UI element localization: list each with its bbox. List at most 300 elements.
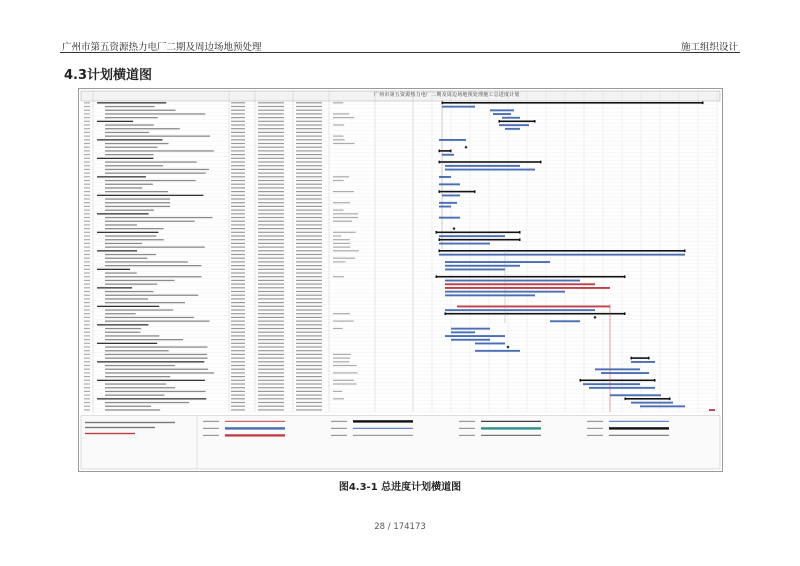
gantt-bar-summary bbox=[445, 313, 625, 315]
start-date-text bbox=[258, 213, 284, 214]
gantt-bar-summary bbox=[499, 121, 535, 123]
start-date-text bbox=[258, 306, 284, 307]
predecessor-text bbox=[333, 258, 355, 259]
task-name-text bbox=[105, 358, 208, 359]
figure-caption: 图4.3-1 总进度计划横道图 bbox=[338, 482, 462, 493]
gantt-bar-task bbox=[451, 328, 490, 330]
row-id-text bbox=[84, 243, 90, 244]
task-name-text bbox=[105, 143, 169, 144]
duration-text bbox=[231, 124, 245, 125]
task-name-text bbox=[105, 354, 207, 355]
task-name-text bbox=[105, 261, 188, 262]
row-id-text bbox=[84, 206, 90, 207]
row-id-text bbox=[84, 217, 90, 218]
duration-text bbox=[231, 335, 245, 336]
duration-text bbox=[231, 139, 245, 140]
legend-label-text bbox=[459, 428, 475, 429]
task-name-text bbox=[97, 398, 206, 399]
finish-date-text bbox=[296, 365, 322, 366]
start-date-text bbox=[258, 124, 284, 125]
duration-text bbox=[231, 180, 245, 181]
finish-date-text bbox=[296, 161, 322, 162]
finish-date-text bbox=[296, 306, 322, 307]
start-date-text bbox=[258, 328, 284, 329]
gantt-bar-summary bbox=[439, 191, 475, 193]
duration-text bbox=[231, 354, 245, 355]
legend-label-text bbox=[203, 421, 219, 422]
duration-text bbox=[231, 350, 245, 351]
start-date-text bbox=[258, 198, 284, 199]
row-id-text bbox=[84, 124, 90, 125]
predecessor-text bbox=[333, 398, 344, 399]
predecessor-text bbox=[333, 354, 351, 355]
start-date-text bbox=[258, 147, 284, 148]
summary-bracket bbox=[702, 102, 704, 105]
finish-date-text bbox=[296, 250, 322, 251]
start-date-text bbox=[258, 187, 284, 188]
duration-text bbox=[231, 306, 245, 307]
task-name-text bbox=[97, 343, 157, 344]
task-name-text bbox=[105, 150, 214, 151]
header-rule bbox=[60, 52, 740, 53]
start-date-text bbox=[258, 221, 284, 222]
start-date-text bbox=[258, 321, 284, 322]
start-date-text bbox=[258, 202, 284, 203]
start-date-text bbox=[258, 317, 284, 318]
start-date-text bbox=[258, 113, 284, 114]
duration-text bbox=[231, 184, 245, 185]
start-date-text bbox=[258, 106, 284, 107]
legend-swatch bbox=[609, 435, 669, 436]
duration-text bbox=[231, 232, 245, 233]
predecessor-text bbox=[333, 136, 343, 137]
predecessor-text bbox=[333, 372, 358, 373]
duration-text bbox=[231, 265, 245, 266]
start-date-text bbox=[258, 121, 284, 122]
gantt-bar-critical bbox=[457, 306, 610, 308]
predecessor-text bbox=[333, 176, 349, 177]
legend-label-text bbox=[587, 428, 603, 429]
task-name-text bbox=[97, 102, 166, 103]
row-id-text bbox=[84, 328, 90, 329]
start-date-text bbox=[258, 258, 284, 259]
gantt-svg bbox=[79, 89, 722, 471]
duration-text bbox=[231, 158, 245, 159]
gantt-bar-summary bbox=[439, 239, 520, 241]
finish-date-text bbox=[296, 265, 322, 266]
row-id-text bbox=[84, 261, 90, 262]
duration-text bbox=[231, 269, 245, 270]
duration-text bbox=[231, 280, 245, 281]
row-id-text bbox=[84, 176, 90, 177]
duration-text bbox=[231, 195, 245, 196]
row-id-text bbox=[84, 150, 90, 151]
duration-text bbox=[231, 395, 245, 396]
start-date-text bbox=[258, 335, 284, 336]
start-date-text bbox=[258, 254, 284, 255]
row-id-text bbox=[84, 295, 90, 296]
finish-date-text bbox=[296, 287, 322, 288]
start-date-text bbox=[258, 272, 284, 273]
gantt-bar-summary bbox=[439, 150, 451, 152]
duration-text bbox=[231, 161, 245, 162]
duration-text bbox=[231, 250, 245, 251]
finish-date-text bbox=[296, 169, 322, 170]
task-name-text bbox=[105, 210, 154, 211]
finish-date-text bbox=[296, 143, 322, 144]
legend-date-text bbox=[85, 427, 155, 428]
summary-bracket bbox=[439, 161, 441, 164]
row-id-text bbox=[84, 387, 90, 388]
task-name-text bbox=[105, 106, 155, 107]
summary-bracket bbox=[499, 120, 501, 123]
summary-bracket bbox=[580, 379, 582, 382]
task-name-text bbox=[105, 372, 214, 373]
finish-date-text bbox=[296, 128, 322, 129]
task-name-text bbox=[97, 232, 158, 233]
gantt-bar-task bbox=[439, 254, 685, 256]
summary-bracket bbox=[625, 398, 627, 401]
duration-text bbox=[231, 328, 245, 329]
duration-text bbox=[231, 206, 245, 207]
duration-text bbox=[231, 332, 245, 333]
task-name-text bbox=[105, 387, 175, 388]
task-name-text bbox=[105, 147, 157, 148]
summary-bracket bbox=[436, 231, 438, 234]
start-date-text bbox=[258, 361, 284, 362]
task-name-text bbox=[105, 206, 170, 207]
task-name-text bbox=[105, 228, 164, 229]
task-name-text bbox=[105, 272, 137, 273]
duration-text bbox=[231, 254, 245, 255]
task-name-text bbox=[105, 328, 141, 329]
legend-swatch bbox=[353, 420, 413, 422]
duration-text bbox=[231, 295, 245, 296]
start-date-text bbox=[258, 265, 284, 266]
duration-text bbox=[231, 291, 245, 292]
row-id-text bbox=[84, 147, 90, 148]
task-name-text bbox=[105, 132, 149, 133]
start-date-text bbox=[258, 247, 284, 248]
duration-text bbox=[231, 198, 245, 199]
finish-date-text bbox=[296, 339, 322, 340]
predecessor-text bbox=[333, 180, 344, 181]
predecessor-text bbox=[333, 102, 343, 103]
finish-date-text bbox=[296, 235, 322, 236]
row-id-text bbox=[84, 187, 90, 188]
duration-text bbox=[231, 406, 245, 407]
predecessor-text bbox=[333, 261, 346, 262]
legend-swatch bbox=[481, 435, 541, 436]
duration-text bbox=[231, 358, 245, 359]
start-date-text bbox=[258, 376, 284, 377]
finish-date-text bbox=[296, 247, 322, 248]
legend-box bbox=[81, 416, 720, 469]
gantt-bar-task bbox=[445, 169, 535, 171]
gantt-bar-task bbox=[583, 383, 640, 385]
duration-text bbox=[231, 117, 245, 118]
start-date-text bbox=[258, 235, 284, 236]
start-date-text bbox=[258, 173, 284, 174]
finish-date-text bbox=[296, 154, 322, 155]
task-name-text bbox=[105, 239, 164, 240]
start-date-text bbox=[258, 395, 284, 396]
row-id-text bbox=[84, 372, 90, 373]
finish-date-text bbox=[296, 302, 322, 303]
task-name-text bbox=[97, 250, 137, 251]
milestone-marker bbox=[593, 316, 596, 319]
finish-date-text bbox=[296, 346, 322, 347]
duration-text bbox=[231, 321, 245, 322]
finish-date-text bbox=[296, 372, 322, 373]
duration-text bbox=[231, 173, 245, 174]
gantt-bar-task bbox=[445, 165, 520, 167]
row-id-text bbox=[84, 117, 90, 118]
finish-date-text bbox=[296, 295, 322, 296]
gantt-bar-task bbox=[490, 109, 514, 111]
task-name-text bbox=[105, 395, 165, 396]
gantt-bar-task bbox=[640, 405, 685, 407]
start-date-text bbox=[258, 313, 284, 314]
finish-date-text bbox=[296, 254, 322, 255]
gantt-chart bbox=[78, 88, 723, 472]
start-date-text bbox=[258, 309, 284, 310]
duration-text bbox=[231, 324, 245, 325]
duration-text bbox=[231, 187, 245, 188]
task-name-text bbox=[105, 402, 189, 403]
predecessor-text bbox=[333, 250, 359, 251]
task-name-text bbox=[105, 173, 206, 174]
gantt-bar-task bbox=[442, 106, 475, 108]
row-id-text bbox=[84, 139, 90, 140]
duration-text bbox=[231, 276, 245, 277]
finish-date-text bbox=[296, 213, 322, 214]
row-id-text bbox=[84, 302, 90, 303]
start-date-text bbox=[258, 365, 284, 366]
task-name-text bbox=[105, 221, 195, 222]
row-id-text bbox=[84, 110, 90, 111]
task-name-text bbox=[105, 409, 160, 410]
predecessor-text bbox=[333, 221, 352, 222]
finish-date-text bbox=[296, 291, 322, 292]
start-date-text bbox=[258, 284, 284, 285]
task-name-text bbox=[105, 191, 168, 192]
row-id-text bbox=[84, 409, 90, 410]
task-name-text bbox=[105, 291, 153, 292]
duration-text bbox=[231, 365, 245, 366]
task-name-text bbox=[97, 213, 149, 214]
gantt-bar-task bbox=[439, 235, 505, 237]
finish-date-text bbox=[296, 232, 322, 233]
task-name-text bbox=[105, 376, 170, 377]
gantt-bar-task bbox=[445, 265, 520, 267]
gantt-bar-summary bbox=[436, 276, 625, 278]
task-name-text bbox=[105, 406, 151, 407]
task-name-text bbox=[105, 346, 207, 347]
row-id-text bbox=[84, 335, 90, 336]
start-date-text bbox=[258, 239, 284, 240]
legend-swatch bbox=[225, 421, 285, 422]
duration-text bbox=[231, 217, 245, 218]
task-name-text bbox=[105, 187, 142, 188]
row-id-text bbox=[84, 395, 90, 396]
duration-text bbox=[231, 380, 245, 381]
start-date-text bbox=[258, 380, 284, 381]
row-id-text bbox=[84, 132, 90, 133]
task-name-text bbox=[97, 306, 159, 307]
row-id-text bbox=[84, 239, 90, 240]
legend-project-text bbox=[85, 422, 175, 423]
task-name-text bbox=[105, 309, 173, 310]
row-id-text bbox=[84, 402, 90, 403]
finish-date-text bbox=[296, 354, 322, 355]
finish-date-text bbox=[296, 358, 322, 359]
legend-label-text bbox=[459, 421, 475, 422]
duration-text bbox=[231, 221, 245, 222]
task-name-text bbox=[105, 180, 196, 181]
gantt-bar-task bbox=[493, 113, 511, 115]
duration-text bbox=[231, 402, 245, 403]
task-name-text bbox=[105, 335, 159, 336]
start-date-text bbox=[258, 150, 284, 151]
start-date-text bbox=[258, 332, 284, 333]
duration-text bbox=[231, 243, 245, 244]
duration-text bbox=[231, 247, 245, 248]
start-date-text bbox=[258, 250, 284, 251]
gantt-bar-task bbox=[439, 139, 466, 141]
finish-date-text bbox=[296, 221, 322, 222]
duration-text bbox=[231, 376, 245, 377]
duration-text bbox=[231, 261, 245, 262]
legend-swatch bbox=[481, 421, 541, 422]
row-id-text bbox=[84, 198, 90, 199]
row-id-text bbox=[84, 210, 90, 211]
finish-date-text bbox=[296, 406, 322, 407]
duration-text bbox=[231, 298, 245, 299]
finish-date-text bbox=[296, 180, 322, 181]
start-date-text bbox=[258, 243, 284, 244]
finish-date-text bbox=[296, 328, 322, 329]
row-id-text bbox=[84, 232, 90, 233]
start-date-text bbox=[258, 343, 284, 344]
start-date-text bbox=[258, 280, 284, 281]
summary-bracket bbox=[519, 238, 521, 241]
start-date-text bbox=[258, 406, 284, 407]
finish-date-text bbox=[296, 228, 322, 229]
finish-date-text bbox=[296, 383, 322, 384]
gantt-title: 广州市第五资源热力电厂二期及周边场地预处理施工总进度计划 bbox=[374, 92, 520, 98]
gantt-bar-task bbox=[445, 269, 505, 271]
duration-text bbox=[231, 302, 245, 303]
finish-date-text bbox=[296, 391, 322, 392]
finish-date-text bbox=[296, 258, 322, 259]
start-date-text bbox=[258, 402, 284, 403]
row-id-text bbox=[84, 154, 90, 155]
milestone-marker bbox=[506, 345, 509, 348]
row-id-text bbox=[84, 213, 90, 214]
start-date-text bbox=[258, 210, 284, 211]
task-name-text bbox=[105, 332, 140, 333]
duration-text bbox=[231, 191, 245, 192]
duration-text bbox=[231, 224, 245, 225]
predecessor-text bbox=[333, 139, 345, 140]
summary-bracket bbox=[654, 379, 656, 382]
predecessor-text bbox=[333, 143, 354, 144]
start-date-text bbox=[258, 217, 284, 218]
finish-date-text bbox=[296, 239, 322, 240]
start-date-text bbox=[258, 128, 284, 129]
finish-date-text bbox=[296, 387, 322, 388]
task-name-text bbox=[105, 154, 154, 155]
finish-date-text bbox=[296, 317, 322, 318]
gantt-bar-task bbox=[475, 350, 520, 352]
finish-date-text bbox=[296, 117, 322, 118]
row-id-text bbox=[84, 165, 90, 166]
duration-text bbox=[231, 102, 245, 103]
duration-text bbox=[231, 154, 245, 155]
row-id-text bbox=[84, 158, 90, 159]
predecessor-text bbox=[333, 321, 354, 322]
duration-text bbox=[231, 147, 245, 148]
task-name-text bbox=[105, 161, 197, 162]
finish-date-text bbox=[296, 224, 322, 225]
row-id-text bbox=[84, 346, 90, 347]
start-date-text bbox=[258, 398, 284, 399]
row-id-text bbox=[84, 324, 90, 325]
gantt-bar-task bbox=[442, 195, 460, 197]
task-name-text bbox=[97, 158, 153, 159]
row-id-text bbox=[84, 136, 90, 137]
legend-swatch bbox=[225, 427, 285, 429]
duration-text bbox=[231, 169, 245, 170]
row-id-text bbox=[84, 365, 90, 366]
finish-date-text bbox=[296, 376, 322, 377]
gantt-bar-task bbox=[550, 320, 580, 322]
finish-date-text bbox=[296, 261, 322, 262]
finish-date-text bbox=[296, 198, 322, 199]
legend-note-text bbox=[85, 433, 135, 434]
duration-text bbox=[231, 136, 245, 137]
finish-date-text bbox=[296, 343, 322, 344]
summary-bracket bbox=[439, 190, 441, 193]
legend-label-text bbox=[587, 435, 603, 436]
task-name-text bbox=[105, 202, 170, 203]
duration-text bbox=[231, 387, 245, 388]
task-name-text bbox=[105, 298, 148, 299]
start-date-text bbox=[258, 180, 284, 181]
gantt-bar-task bbox=[445, 335, 505, 337]
task-name-text bbox=[105, 110, 176, 111]
start-date-text bbox=[258, 165, 284, 166]
task-name-text bbox=[105, 235, 156, 236]
row-id-text bbox=[84, 398, 90, 399]
start-date-text bbox=[258, 143, 284, 144]
finish-date-text bbox=[296, 202, 322, 203]
gantt-bar-task bbox=[439, 202, 457, 204]
summary-bracket bbox=[624, 275, 626, 278]
finish-date-text bbox=[296, 158, 322, 159]
row-id-text bbox=[84, 224, 90, 225]
task-name-text bbox=[97, 324, 148, 325]
row-id-text bbox=[84, 298, 90, 299]
start-date-text bbox=[258, 184, 284, 185]
duration-text bbox=[231, 239, 245, 240]
finish-date-text bbox=[296, 147, 322, 148]
gantt-bar-summary bbox=[439, 161, 541, 163]
predecessor-text bbox=[333, 210, 344, 211]
row-id-text bbox=[84, 102, 90, 103]
legend-label-text bbox=[331, 435, 347, 436]
